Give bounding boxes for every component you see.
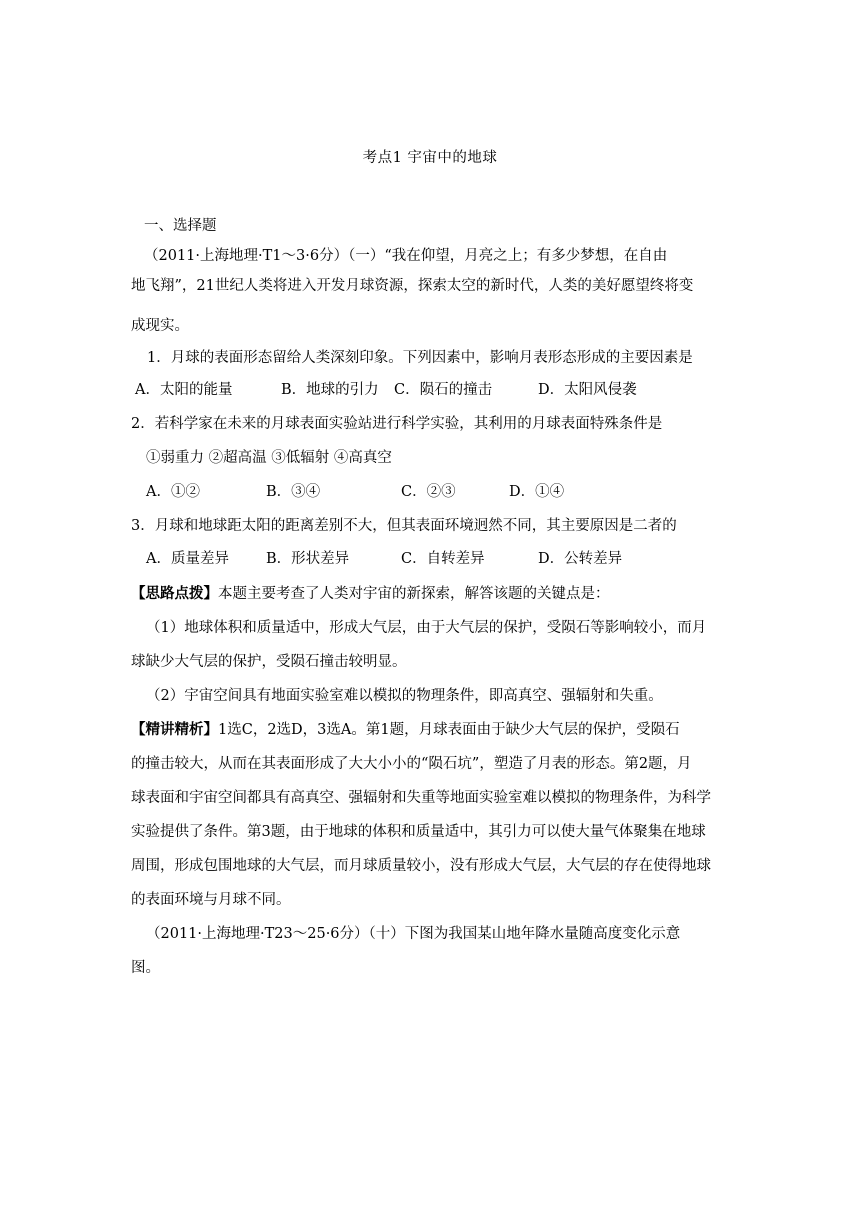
analysis-line-2: 的撞击较大，从而在其表面形成了大大小小的“陨石坑”，塑造了月表的形态。第2题，月 (131, 756, 692, 772)
page-title: 考点1 宇宙中的地球 (362, 150, 498, 166)
question-1-option-a: A．太阳的能量 (135, 382, 233, 398)
next-question-line-1: （2011·上海地理·T23～25·6分）（十）下图为我国某山地年降水量随高度变化示意 (146, 926, 681, 942)
hint-text: 本题主要考查了人类对宇宙的新探索，解答该题的关键点是： (218, 586, 610, 602)
analysis-line-6: 的表面环境与月球不同。 (131, 892, 291, 908)
question-2-option-c: C．②③ (401, 484, 456, 500)
question-1-option-c: C．陨石的撞击 (394, 382, 493, 398)
intro-line-1: （2011·上海地理·T1～3·6分）（一）“我在仰望，月亮之上；有多少梦想，在自由 (144, 248, 668, 264)
question-2-option-a: A．①② (146, 484, 200, 500)
question-1-option-b: B．地球的引力 (281, 382, 379, 398)
hint-label: 【思路点拨】 (131, 585, 218, 602)
question-2-option-b: B．③④ (266, 484, 321, 500)
analysis-line-4: 实验提供了条件。第3题，由于地球的体积和质量适中，其引力可以使大量气体聚集在地球 (131, 824, 706, 840)
question-2-conditions: ①弱重力 ②超高温 ③低辐射 ④高真空 (146, 450, 392, 466)
analysis-line-1 (131, 720, 680, 740)
question-1-option-d: D．太阳风侵袭 (538, 382, 637, 398)
analysis-label: 【精讲精析】 (131, 721, 218, 738)
analysis-text-1: 1选C，2选D，3选A。第1题，月球表面由于缺少大气层的保护，受陨石 (218, 722, 680, 738)
next-question-line-2: 图。 (131, 960, 160, 976)
hint-paragraph (131, 584, 610, 604)
question-3-option-a: A．质量差异 (146, 551, 229, 567)
intro-line-3: 成现实。 (131, 318, 189, 334)
question-2-option-d: D．①④ (509, 484, 565, 500)
question-3-option-b: B．形状差异 (266, 551, 350, 567)
analysis-line-5: 周围，形成包围地球的大气层，而月球质量较小，没有形成大气层，大气层的存在使得地球 (131, 858, 711, 874)
hint-point-2: （2）宇宙空间具有地面实验室难以模拟的物理条件，即高真空、强辐射和失重。 (146, 688, 663, 704)
section-heading: 一、选择题 (144, 218, 217, 234)
question-3-option-d: D．公转差异 (538, 551, 623, 567)
question-2-stem: 2．若科学家在未来的月球表面实验站进行科学实验，其利用的月球表面特殊条件是 (131, 416, 663, 432)
question-1-stem: 1．月球的表面形态留给人类深刻印象。下列因素中，影响月表形态形成的主要因素是 (147, 350, 693, 366)
analysis-line-3: 球表面和宇宙空间都具有高真空、强辐射和失重等地面实验室难以模拟的物理条件，为科学 (131, 790, 711, 806)
question-3-option-c: C．自转差异 (401, 551, 485, 567)
intro-line-2: 地飞翔”，21世纪人类将进入开发月球资源，探索太空的新时代，人类的美好愿望终将变 (131, 278, 694, 294)
hint-point-1-line-1: （1）地球体积和质量适中，形成大气层，由于大气层的保护，受陨石等影响较小，而月 (146, 620, 707, 636)
hint-point-1-line-2: 球缺少大气层的保护，受陨石撞击较明显。 (131, 654, 407, 670)
question-3-stem: 3．月球和地球距太阳的距离差别不大，但其表面环境迥然不同，其主要原因是二者的 (131, 518, 677, 534)
